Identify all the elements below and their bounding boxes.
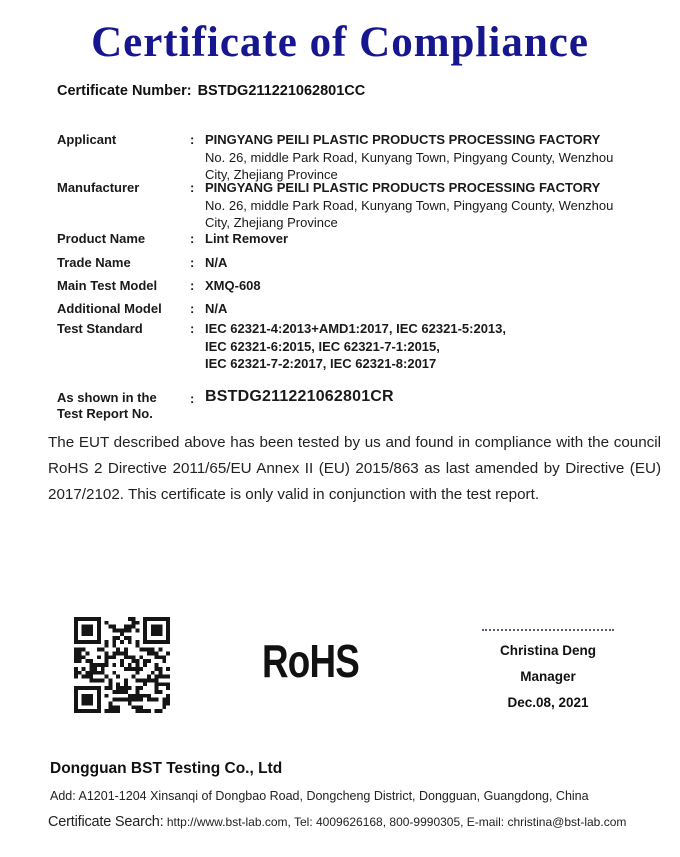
field-row-manufacturer (57, 179, 669, 232)
field-row-product-name (57, 230, 669, 248)
field-value (205, 131, 669, 184)
company-address: Add: A1201-1204 Xinsanqi of Dongbao Road, Dongcheng District, Dongguan, Guangdong, China (50, 789, 589, 803)
test-standard-line: IEC 62321-4:2013+AMD1:2017, IEC 62321-5:2013, (205, 321, 506, 336)
field-row-main-test-model (57, 277, 669, 295)
trade-name-value: N/A (205, 255, 228, 270)
manufacturer-name: PINGYANG PEILI PLASTIC PRODUCTS PROCESSING FACTORY (205, 180, 601, 195)
field-row-test-standard (57, 320, 669, 373)
field-label: Applicant (57, 132, 117, 147)
field-label: Main Test Model (57, 278, 158, 293)
field-label: Test Standard (57, 321, 143, 336)
test-standard-line: IEC 62321-7-2:2017, IEC 62321-8:2017 (205, 356, 437, 371)
applicant-address: No. 26, middle Park Road, Kunyang Town, Pingyang County, Wenzhou City, Zhejiang Province (205, 149, 614, 182)
field-label: Additional Model (57, 301, 162, 316)
field-label: Trade Name (57, 255, 131, 270)
field-colon: : (190, 301, 195, 316)
test-report-number: BSTDG211221062801CR (205, 388, 394, 405)
field-row-additional-model (57, 300, 669, 318)
company-name: Dongguan BST Testing Co., Ltd (50, 760, 283, 777)
test-standard-value (205, 320, 669, 373)
additional-model-value: N/A (205, 301, 228, 316)
field-colon: : (190, 321, 195, 336)
rohs-logo: RoHS (262, 635, 359, 687)
field-row-trade-name (57, 254, 669, 272)
certificate-search-label: Certificate Search: (48, 814, 164, 830)
field-label (57, 390, 190, 421)
signatory-name: Christina Deng (499, 643, 596, 658)
field-colon: : (190, 391, 195, 406)
qr-code (74, 617, 170, 713)
signature-date: Dec.08, 2021 (507, 695, 589, 710)
field-label: Manufacturer (57, 180, 140, 195)
field-colon: : (190, 180, 195, 195)
test-report-label-line1: As shown in the (57, 390, 157, 405)
certificate-search-value: http://www.bst-lab.com, Tel: 4009626168, 800-9990305, E-mail: christina@bst-lab.com (166, 815, 627, 829)
main-test-model-value: XMQ-608 (205, 278, 261, 293)
field-value (205, 179, 669, 232)
signature-line (482, 629, 614, 631)
certificate-number (57, 83, 365, 99)
applicant-name: PINGYANG PEILI PLASTIC PRODUCTS PROCESSING FACTORY (205, 132, 601, 147)
compliance-statement: The EUT described above has been tested by us and found in compliance with the council RoHS 2 Directive 2011/65/EU Annex II (EU) 2015/863 as last amended by Directive (EU) 2017/2102. This certificate is only valid in conjunction with the test report. (48, 434, 661, 503)
test-standard-line: IEC 62321-6:2015, IEC 62321-7-1:2015, (205, 338, 440, 354)
signatory-title: Manager (520, 669, 576, 684)
field-colon: : (190, 255, 195, 270)
field-label: Product Name (57, 231, 146, 246)
field-colon: : (190, 231, 195, 246)
signature-block (482, 629, 614, 716)
field-colon: : (190, 132, 195, 147)
test-report-label-line2: Test Report No. (57, 405, 153, 421)
certificate-number-value: BSTDG211221062801CC (197, 83, 366, 99)
certificate-search-line (48, 814, 626, 830)
field-row-applicant (57, 131, 669, 184)
field-colon: : (190, 278, 195, 293)
page-title: Certificate of Compliance (91, 19, 589, 66)
manufacturer-address: No. 26, middle Park Road, Kunyang Town, Pingyang County, Wenzhou City, Zhejiang Province (205, 197, 614, 230)
product-name-value: Lint Remover (205, 231, 289, 246)
certificate-number-label: Certificate Number: (57, 83, 192, 99)
field-row-test-report (57, 390, 669, 421)
